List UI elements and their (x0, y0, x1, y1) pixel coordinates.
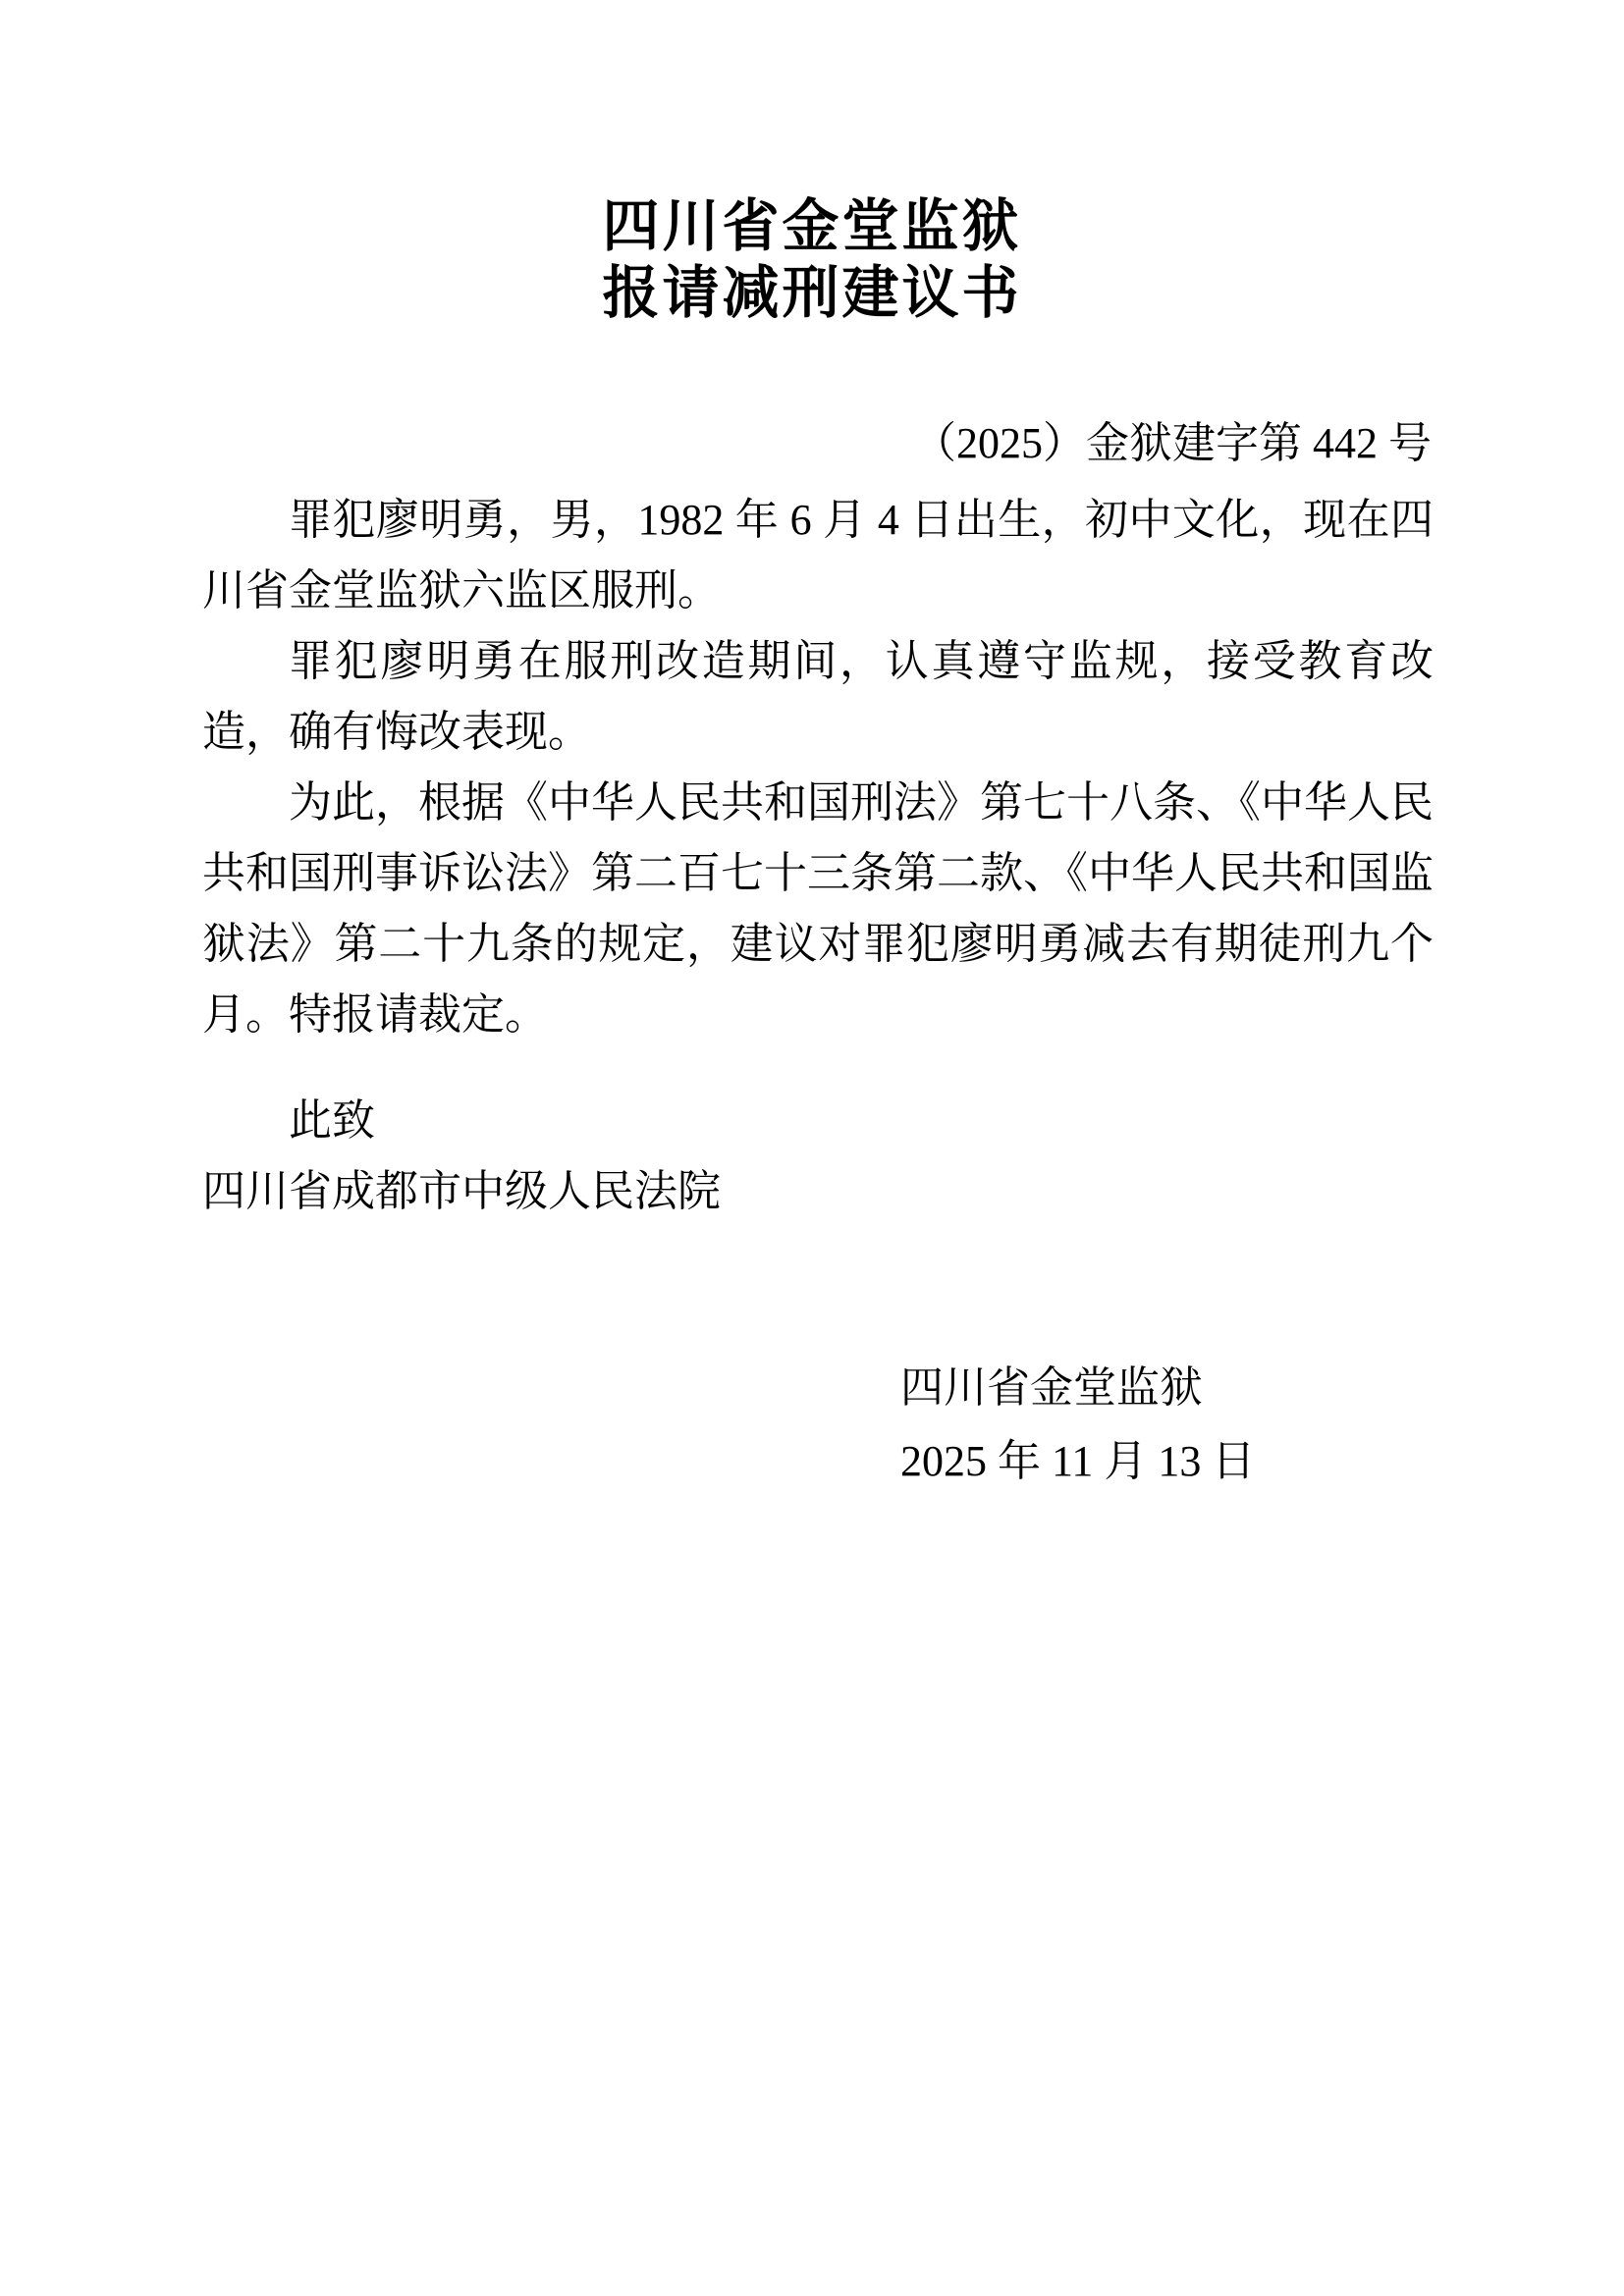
paragraph-offender-info: 罪犯廖明勇，男，1982 年 6 月 4 日出生，初中文化，现在四川省金堂监狱六监区服刑。 (202, 496, 1434, 614)
signature-org: 四川省金堂监狱 (900, 1363, 1203, 1412)
paragraph-recommendation: 为此，根据《中华人民共和国刑法》第七十八条、《中华人民共和国刑事诉讼法》第二百七十三条第二款、《中华人民共和国监狱法》第二十九条的规定，建议对罪犯廖明勇减去有期徒刑九个月。特报请裁定。 (202, 778, 1434, 1039)
signature-date: 2025 年 11 月 13 日 (900, 1437, 1256, 1485)
document-title (0, 192, 1624, 326)
document-body (202, 485, 1434, 1227)
closing-recipient: 四川省成都市中级人民法院 (202, 1167, 721, 1215)
title-line-1: 四川省金堂监狱 (602, 192, 1022, 259)
title-line-2: 报请减刑建议书 (602, 259, 1022, 326)
closing-salute: 此致 (289, 1096, 375, 1145)
signature-block (900, 1351, 1624, 1498)
document-number: （2025）金狱建字第 442 号 (913, 419, 1432, 467)
paragraph-conduct: 罪犯廖明勇在服刑改造期间，认真遵守监规，接受教育改造，确有悔改表现。 (202, 637, 1434, 756)
